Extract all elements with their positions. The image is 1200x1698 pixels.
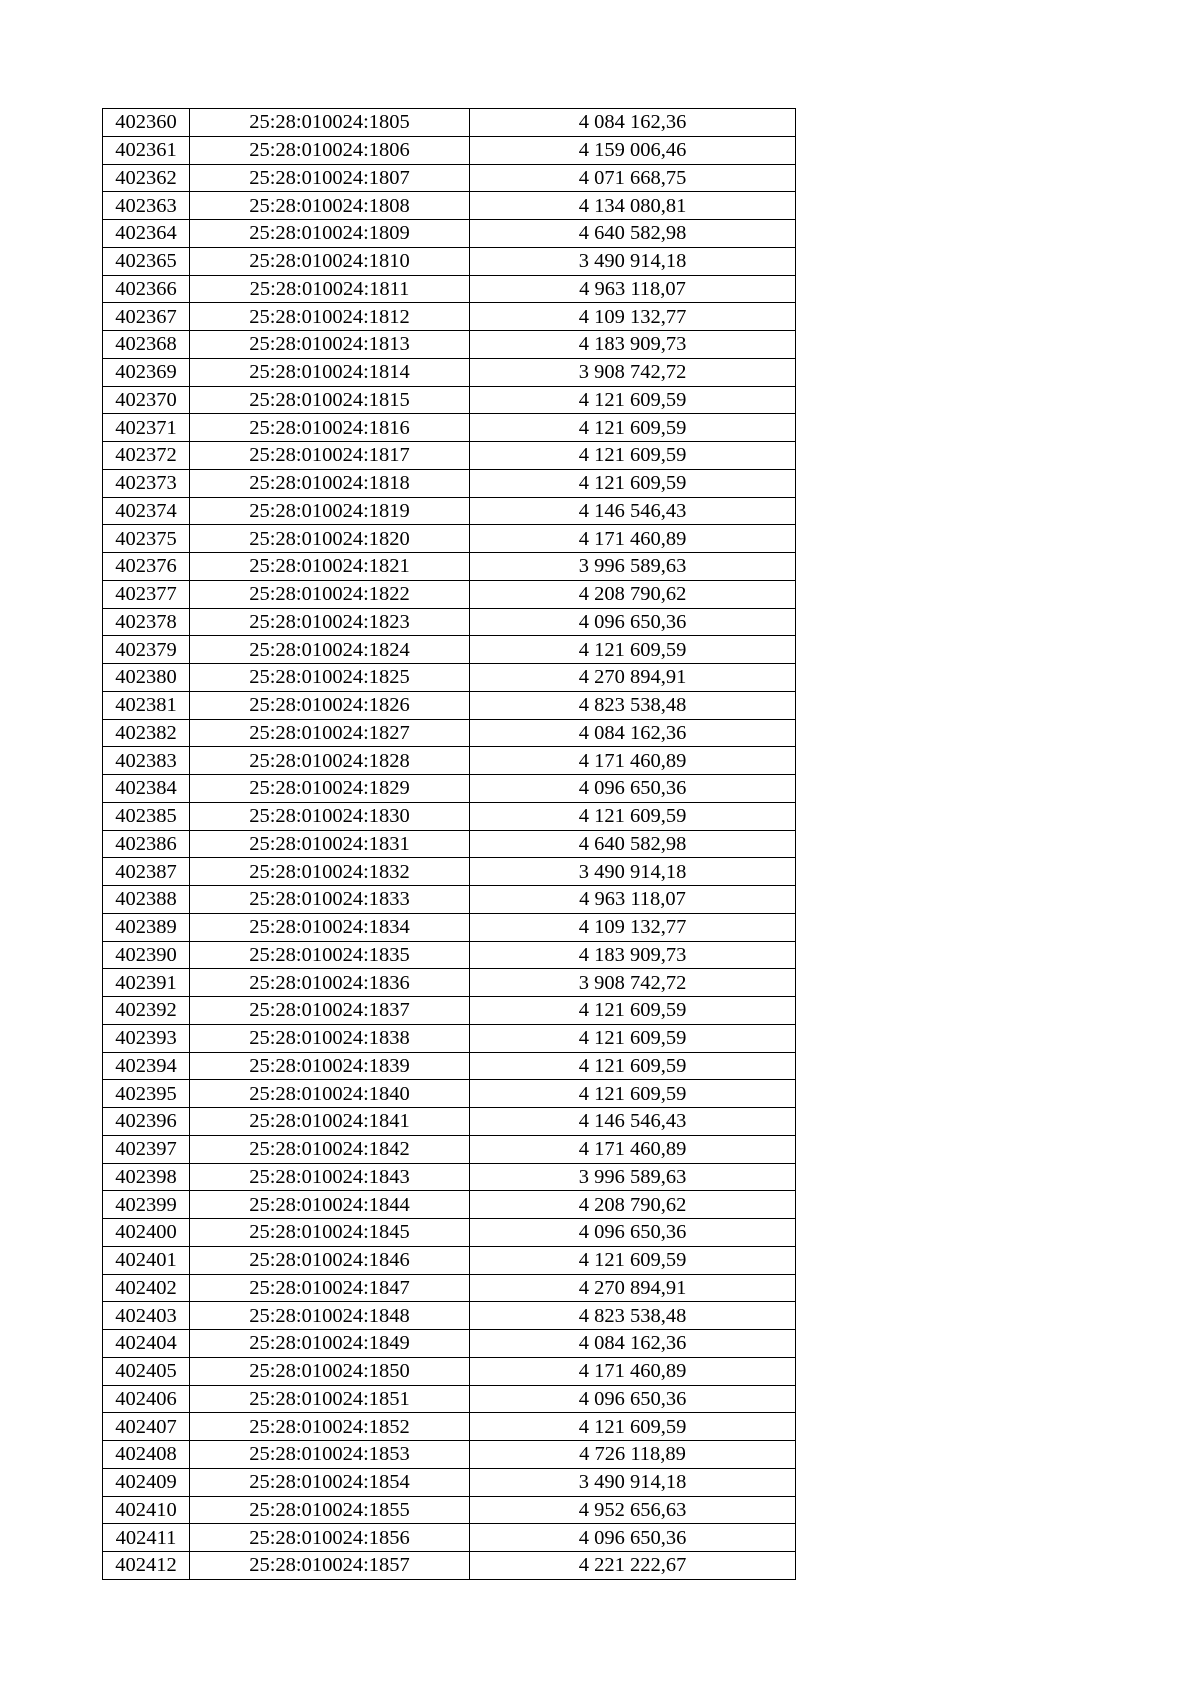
row-number-cell: 402361: [103, 136, 190, 164]
cadastral-number-cell: 25:28:010024:1806: [190, 136, 470, 164]
table-row: [103, 775, 796, 803]
cadastral-number-cell: 25:28:010024:1845: [190, 1219, 470, 1247]
table-row: [103, 192, 796, 220]
cadastral-number-cell: 25:28:010024:1820: [190, 525, 470, 553]
cadastral-number-cell: 25:28:010024:1840: [190, 1080, 470, 1108]
cadastral-value-cell: 3 490 914,18: [470, 858, 796, 886]
table-row: [103, 1385, 796, 1413]
cadastral-number-cell: 25:28:010024:1844: [190, 1191, 470, 1219]
cadastral-value-cell: 4 221 222,67: [470, 1552, 796, 1580]
row-number-cell: 402371: [103, 414, 190, 442]
cadastral-value-cell: 4 171 460,89: [470, 1135, 796, 1163]
cadastral-value-cell: 4 096 650,36: [470, 1219, 796, 1247]
row-number-cell: 402379: [103, 636, 190, 664]
row-number-cell: 402367: [103, 303, 190, 331]
row-number-cell: 402370: [103, 386, 190, 414]
table-row: [103, 830, 796, 858]
cadastral-value-cell: 4 096 650,36: [470, 1385, 796, 1413]
cadastral-value-cell: 4 096 650,36: [470, 608, 796, 636]
cadastral-number-cell: 25:28:010024:1857: [190, 1552, 470, 1580]
cadastral-number-cell: 25:28:010024:1814: [190, 358, 470, 386]
table-row: [103, 553, 796, 581]
cadastral-number-cell: 25:28:010024:1821: [190, 553, 470, 581]
row-number-cell: 402409: [103, 1468, 190, 1496]
cadastral-value-cell: 4 096 650,36: [470, 775, 796, 803]
table-row: [103, 1496, 796, 1524]
row-number-cell: 402383: [103, 747, 190, 775]
cadastral-number-cell: 25:28:010024:1832: [190, 858, 470, 886]
cadastral-number-cell: 25:28:010024:1850: [190, 1357, 470, 1385]
cadastral-value-cell: 3 996 589,63: [470, 553, 796, 581]
row-number-cell: 402377: [103, 580, 190, 608]
table-row: [103, 1413, 796, 1441]
cadastral-value-cell: 4 121 609,59: [470, 469, 796, 497]
cadastral-number-cell: 25:28:010024:1828: [190, 747, 470, 775]
row-number-cell: 402401: [103, 1246, 190, 1274]
row-number-cell: 402368: [103, 331, 190, 359]
cadastral-value-cell: 4 121 609,59: [470, 1246, 796, 1274]
cadastral-number-cell: 25:28:010024:1825: [190, 664, 470, 692]
table-row: [103, 969, 796, 997]
row-number-cell: 402388: [103, 886, 190, 914]
table-row: [103, 664, 796, 692]
cadastral-number-cell: 25:28:010024:1809: [190, 220, 470, 248]
table-row: [103, 941, 796, 969]
row-number-cell: 402392: [103, 997, 190, 1025]
cadastral-number-cell: 25:28:010024:1818: [190, 469, 470, 497]
cadastral-number-cell: 25:28:010024:1805: [190, 109, 470, 137]
row-number-cell: 402412: [103, 1552, 190, 1580]
cadastral-value-cell: 4 183 909,73: [470, 941, 796, 969]
table-row: [103, 331, 796, 359]
row-number-cell: 402362: [103, 164, 190, 192]
cadastral-number-cell: 25:28:010024:1815: [190, 386, 470, 414]
cadastral-number-cell: 25:28:010024:1831: [190, 830, 470, 858]
cadastral-value-cell: 4 096 650,36: [470, 1524, 796, 1552]
row-number-cell: 402400: [103, 1219, 190, 1247]
cadastral-value-cell: 4 208 790,62: [470, 1191, 796, 1219]
cadastral-number-cell: 25:28:010024:1810: [190, 247, 470, 275]
cadastral-value-cell: 3 490 914,18: [470, 247, 796, 275]
table-row: [103, 913, 796, 941]
row-number-cell: 402384: [103, 775, 190, 803]
cadastral-number-cell: 25:28:010024:1856: [190, 1524, 470, 1552]
table-row: [103, 386, 796, 414]
row-number-cell: 402398: [103, 1163, 190, 1191]
cadastral-value-cell: 4 823 538,48: [470, 691, 796, 719]
table-row: [103, 1274, 796, 1302]
cadastral-number-cell: 25:28:010024:1851: [190, 1385, 470, 1413]
row-number-cell: 402399: [103, 1191, 190, 1219]
row-number-cell: 402407: [103, 1413, 190, 1441]
table-body: [103, 109, 796, 1580]
row-number-cell: 402381: [103, 691, 190, 719]
table-row: [103, 303, 796, 331]
cadastral-number-cell: 25:28:010024:1854: [190, 1468, 470, 1496]
row-number-cell: 402382: [103, 719, 190, 747]
row-number-cell: 402386: [103, 830, 190, 858]
row-number-cell: 402390: [103, 941, 190, 969]
cadastral-value-cell: 4 121 609,59: [470, 1052, 796, 1080]
cadastral-number-cell: 25:28:010024:1847: [190, 1274, 470, 1302]
cadastral-number-cell: 25:28:010024:1839: [190, 1052, 470, 1080]
row-number-cell: 402385: [103, 802, 190, 830]
cadastral-number-cell: 25:28:010024:1846: [190, 1246, 470, 1274]
cadastral-value-cell: 4 109 132,77: [470, 913, 796, 941]
cadastral-number-cell: 25:28:010024:1817: [190, 442, 470, 470]
cadastral-value-table: [102, 108, 796, 1580]
cadastral-value-cell: 4 963 118,07: [470, 886, 796, 914]
cadastral-value-cell: 4 146 546,43: [470, 497, 796, 525]
row-number-cell: 402389: [103, 913, 190, 941]
row-number-cell: 402391: [103, 969, 190, 997]
row-number-cell: 402405: [103, 1357, 190, 1385]
table-row: [103, 442, 796, 470]
cadastral-value-cell: 4 071 668,75: [470, 164, 796, 192]
cadastral-value-cell: 4 208 790,62: [470, 580, 796, 608]
cadastral-value-cell: 4 270 894,91: [470, 664, 796, 692]
table-row: [103, 1052, 796, 1080]
row-number-cell: 402395: [103, 1080, 190, 1108]
table-row: [103, 1191, 796, 1219]
table-row: [103, 247, 796, 275]
row-number-cell: 402396: [103, 1108, 190, 1136]
cadastral-value-cell: 4 146 546,43: [470, 1108, 796, 1136]
row-number-cell: 402403: [103, 1302, 190, 1330]
row-number-cell: 402397: [103, 1135, 190, 1163]
cadastral-number-cell: 25:28:010024:1837: [190, 997, 470, 1025]
row-number-cell: 402369: [103, 358, 190, 386]
row-number-cell: 402372: [103, 442, 190, 470]
table-row: [103, 1219, 796, 1247]
cadastral-number-cell: 25:28:010024:1811: [190, 275, 470, 303]
table-row: [103, 275, 796, 303]
row-number-cell: 402378: [103, 608, 190, 636]
cadastral-number-cell: 25:28:010024:1834: [190, 913, 470, 941]
cadastral-value-cell: 4 121 609,59: [470, 1024, 796, 1052]
cadastral-number-cell: 25:28:010024:1836: [190, 969, 470, 997]
row-number-cell: 402376: [103, 553, 190, 581]
cadastral-value-cell: 4 171 460,89: [470, 747, 796, 775]
cadastral-number-cell: 25:28:010024:1835: [190, 941, 470, 969]
table-row: [103, 358, 796, 386]
cadastral-value-cell: 4 121 609,59: [470, 802, 796, 830]
table-row: [103, 886, 796, 914]
cadastral-number-cell: 25:28:010024:1819: [190, 497, 470, 525]
table-row: [103, 1024, 796, 1052]
cadastral-number-cell: 25:28:010024:1838: [190, 1024, 470, 1052]
table-row: [103, 1246, 796, 1274]
table-row: [103, 608, 796, 636]
table-row: [103, 469, 796, 497]
table-row: [103, 1163, 796, 1191]
cadastral-value-cell: 4 171 460,89: [470, 1357, 796, 1385]
table-row: [103, 1524, 796, 1552]
table-row: [103, 136, 796, 164]
cadastral-value-cell: 4 726 118,89: [470, 1441, 796, 1469]
row-number-cell: 402366: [103, 275, 190, 303]
table-row: [103, 1108, 796, 1136]
cadastral-number-cell: 25:28:010024:1826: [190, 691, 470, 719]
table-row: [103, 636, 796, 664]
row-number-cell: 402387: [103, 858, 190, 886]
cadastral-value-cell: 3 996 589,63: [470, 1163, 796, 1191]
table-row: [103, 109, 796, 137]
cadastral-number-cell: 25:28:010024:1841: [190, 1108, 470, 1136]
table-row: [103, 580, 796, 608]
row-number-cell: 402408: [103, 1441, 190, 1469]
cadastral-value-cell: 4 640 582,98: [470, 220, 796, 248]
cadastral-number-cell: 25:28:010024:1852: [190, 1413, 470, 1441]
table-row: [103, 691, 796, 719]
table-row: [103, 1468, 796, 1496]
row-number-cell: 402360: [103, 109, 190, 137]
row-number-cell: 402374: [103, 497, 190, 525]
row-number-cell: 402364: [103, 220, 190, 248]
cadastral-number-cell: 25:28:010024:1823: [190, 608, 470, 636]
row-number-cell: 402394: [103, 1052, 190, 1080]
cadastral-number-cell: 25:28:010024:1813: [190, 331, 470, 359]
table-row: [103, 220, 796, 248]
cadastral-value-cell: 4 084 162,36: [470, 109, 796, 137]
table-row: [103, 414, 796, 442]
cadastral-value-cell: 3 908 742,72: [470, 358, 796, 386]
cadastral-number-cell: 25:28:010024:1808: [190, 192, 470, 220]
cadastral-number-cell: 25:28:010024:1822: [190, 580, 470, 608]
row-number-cell: 402365: [103, 247, 190, 275]
cadastral-value-cell: 4 121 609,59: [470, 414, 796, 442]
table-row: [103, 497, 796, 525]
cadastral-value-cell: 4 121 609,59: [470, 442, 796, 470]
table-row: [103, 1441, 796, 1469]
cadastral-value-cell: 4 963 118,07: [470, 275, 796, 303]
cadastral-value-cell: 4 823 538,48: [470, 1302, 796, 1330]
cadastral-number-cell: 25:28:010024:1807: [190, 164, 470, 192]
cadastral-number-cell: 25:28:010024:1849: [190, 1330, 470, 1358]
cadastral-number-cell: 25:28:010024:1842: [190, 1135, 470, 1163]
table-row: [103, 747, 796, 775]
cadastral-number-cell: 25:28:010024:1812: [190, 303, 470, 331]
row-number-cell: 402411: [103, 1524, 190, 1552]
row-number-cell: 402363: [103, 192, 190, 220]
row-number-cell: 402373: [103, 469, 190, 497]
table-row: [103, 1552, 796, 1580]
cadastral-number-cell: 25:28:010024:1816: [190, 414, 470, 442]
cadastral-number-cell: 25:28:010024:1824: [190, 636, 470, 664]
cadastral-number-cell: 25:28:010024:1830: [190, 802, 470, 830]
cadastral-value-cell: 4 121 609,59: [470, 997, 796, 1025]
cadastral-value-cell: 4 121 609,59: [470, 1413, 796, 1441]
cadastral-value-cell: 4 171 460,89: [470, 525, 796, 553]
cadastral-number-cell: 25:28:010024:1848: [190, 1302, 470, 1330]
cadastral-value-cell: 4 183 909,73: [470, 331, 796, 359]
cadastral-number-cell: 25:28:010024:1833: [190, 886, 470, 914]
table-row: [103, 997, 796, 1025]
cadastral-number-cell: 25:28:010024:1843: [190, 1163, 470, 1191]
table-row: [103, 719, 796, 747]
cadastral-value-cell: 3 490 914,18: [470, 1468, 796, 1496]
cadastral-value-cell: 4 109 132,77: [470, 303, 796, 331]
row-number-cell: 402375: [103, 525, 190, 553]
table-row: [103, 525, 796, 553]
cadastral-value-cell: 4 134 080,81: [470, 192, 796, 220]
table-row: [103, 1330, 796, 1358]
row-number-cell: 402393: [103, 1024, 190, 1052]
table-row: [103, 858, 796, 886]
cadastral-value-cell: 4 121 609,59: [470, 1080, 796, 1108]
cadastral-value-cell: 4 159 006,46: [470, 136, 796, 164]
cadastral-value-cell: 4 121 609,59: [470, 636, 796, 664]
cadastral-value-cell: 4 640 582,98: [470, 830, 796, 858]
table-row: [103, 1357, 796, 1385]
table-row: [103, 164, 796, 192]
row-number-cell: 402380: [103, 664, 190, 692]
cadastral-value-cell: 4 121 609,59: [470, 386, 796, 414]
row-number-cell: 402404: [103, 1330, 190, 1358]
cadastral-value-cell: 4 084 162,36: [470, 719, 796, 747]
row-number-cell: 402410: [103, 1496, 190, 1524]
cadastral-value-cell: 4 084 162,36: [470, 1330, 796, 1358]
table-row: [103, 802, 796, 830]
cadastral-value-cell: 4 952 656,63: [470, 1496, 796, 1524]
cadastral-value-cell: 4 270 894,91: [470, 1274, 796, 1302]
cadastral-number-cell: 25:28:010024:1853: [190, 1441, 470, 1469]
table-row: [103, 1135, 796, 1163]
row-number-cell: 402406: [103, 1385, 190, 1413]
row-number-cell: 402402: [103, 1274, 190, 1302]
cadastral-number-cell: 25:28:010024:1855: [190, 1496, 470, 1524]
table-row: [103, 1080, 796, 1108]
cadastral-number-cell: 25:28:010024:1829: [190, 775, 470, 803]
cadastral-number-cell: 25:28:010024:1827: [190, 719, 470, 747]
cadastral-value-cell: 3 908 742,72: [470, 969, 796, 997]
table-row: [103, 1302, 796, 1330]
